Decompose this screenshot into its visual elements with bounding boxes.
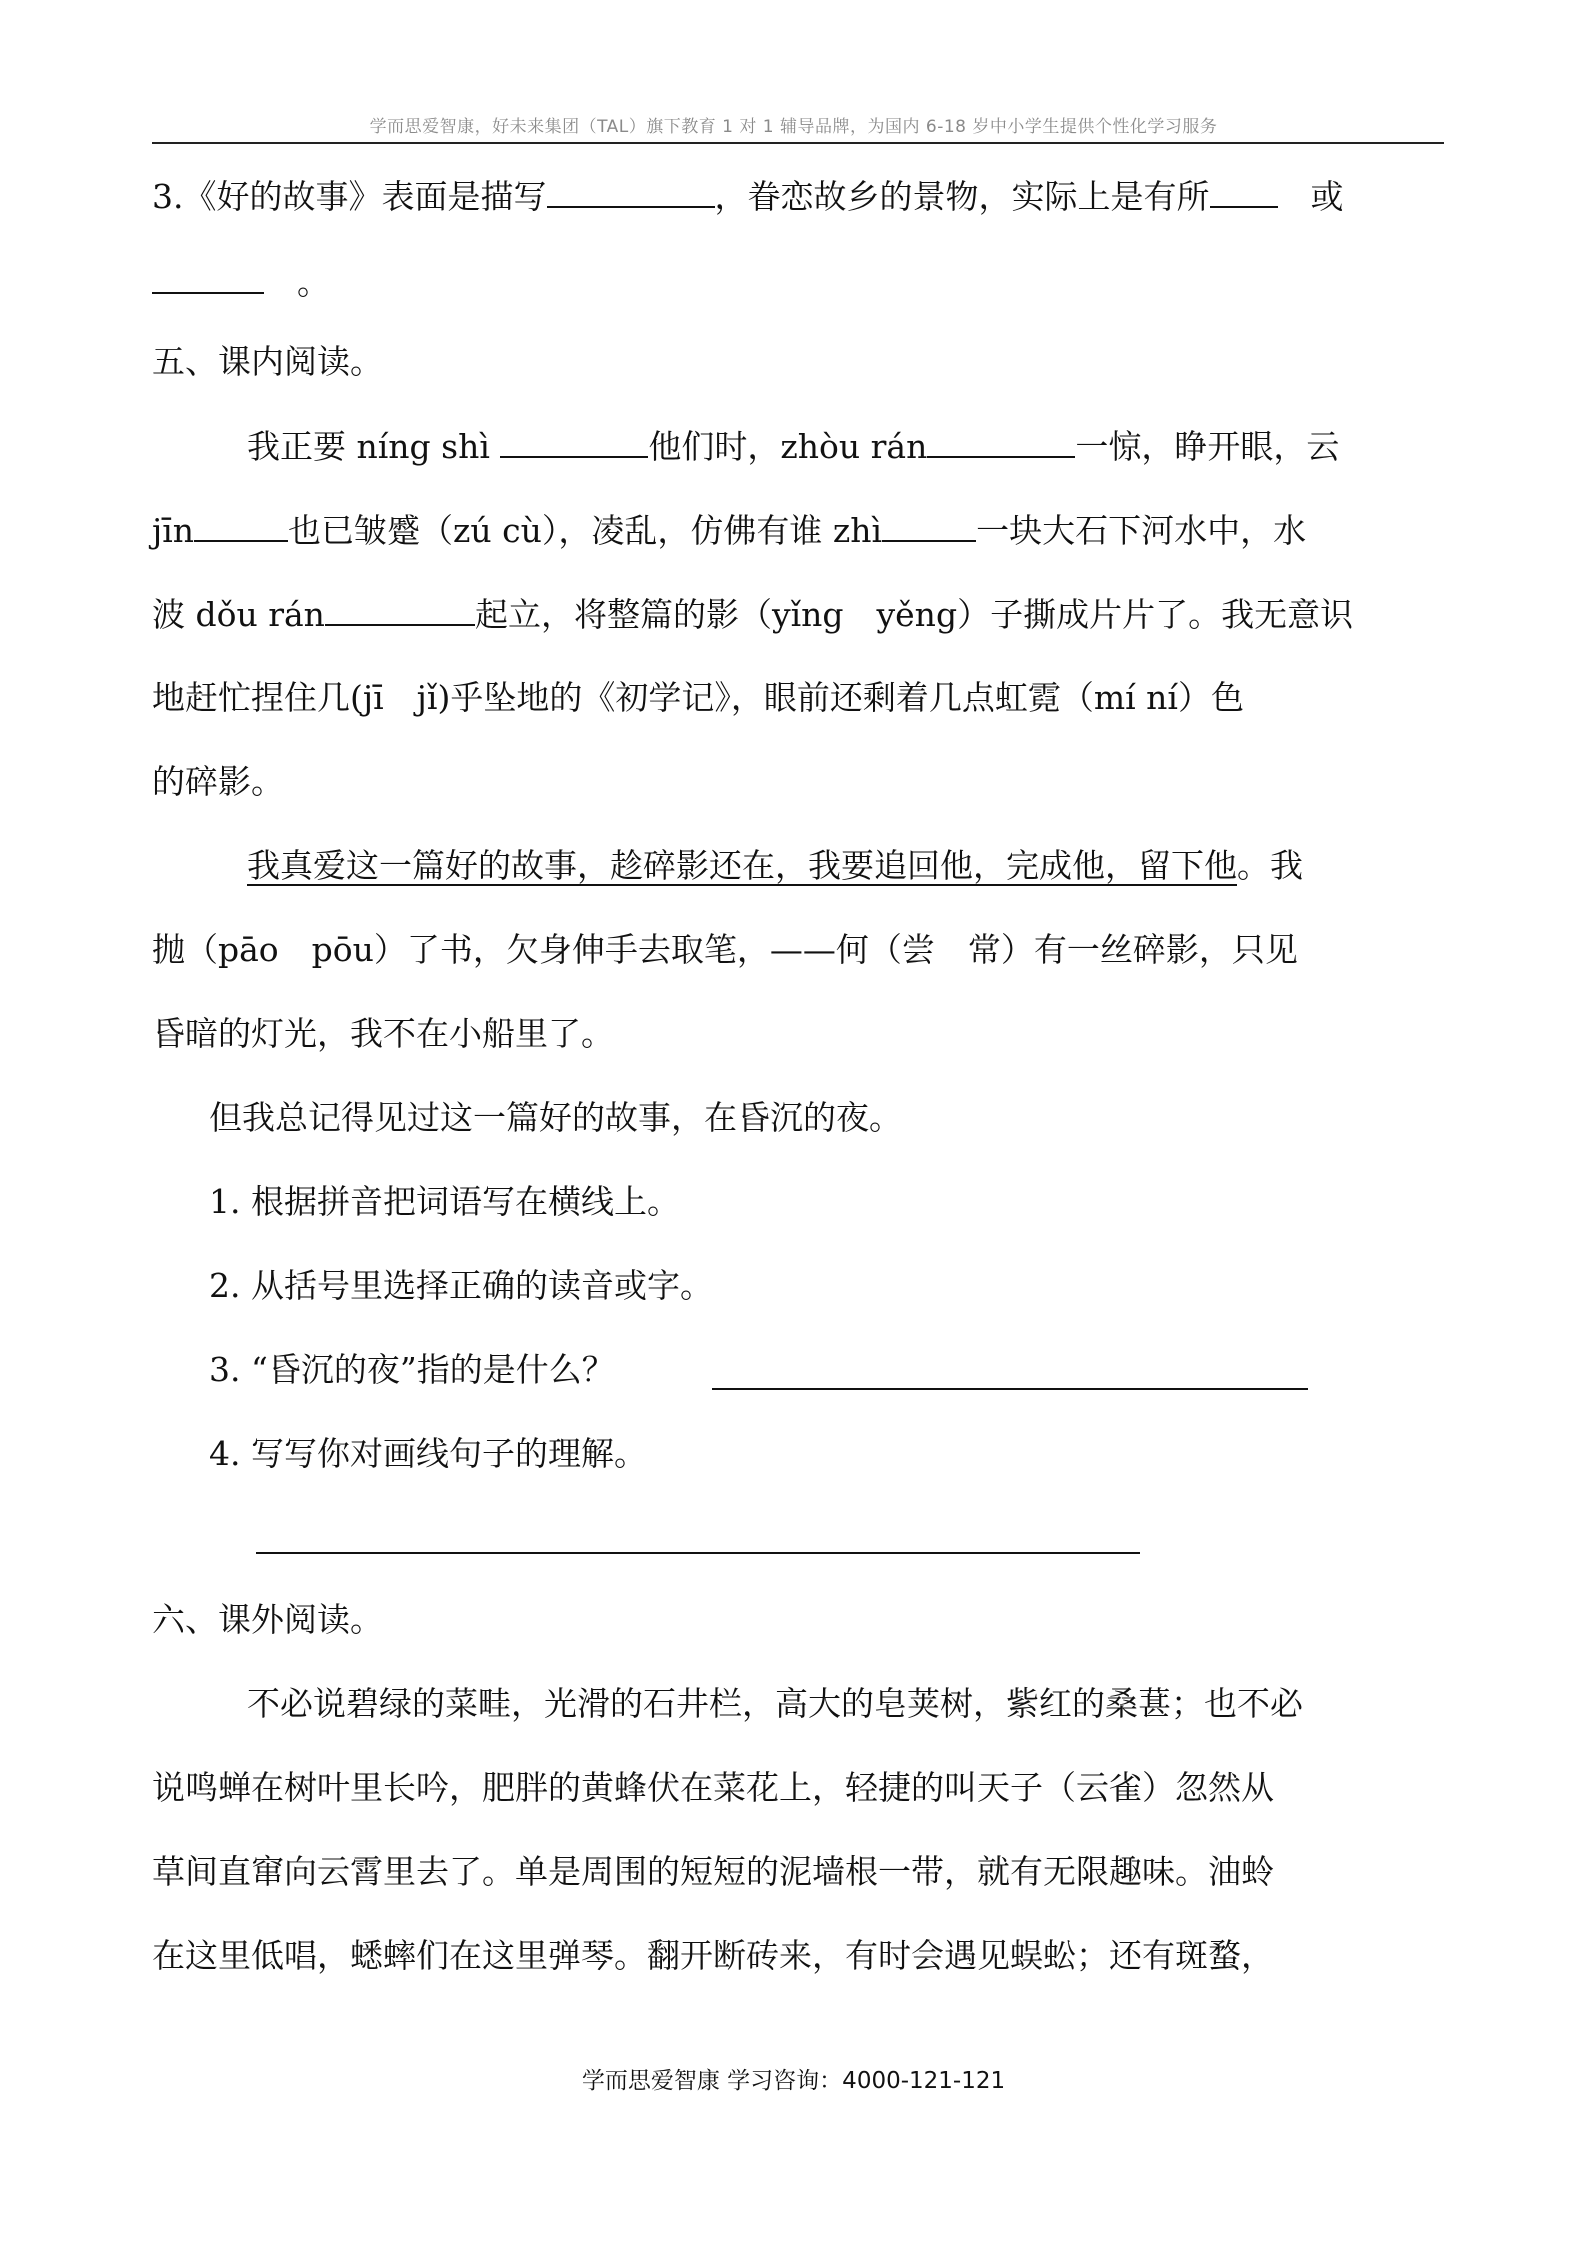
header-divider: [152, 142, 1444, 144]
passage-line-8: 昏暗的灯光，我不在小船里了。: [152, 1014, 614, 1053]
passage-line-5: 的碎影。: [152, 762, 284, 801]
question-4: 4. 写写你对画线句子的理解。: [209, 1434, 647, 1473]
page-header: 学而思爱智康，好未来集团（TAL）旗下教育 1 对 1 辅导品牌，为国内 6-18 岁中小学生提供个性化学习服务: [369, 117, 1218, 137]
passage-text: 我正要 níng shì: [247, 427, 501, 466]
answer-line-q4[interactable]: [256, 1552, 1140, 1554]
passage-text: 也已皱蹙（zú cù），凌乱，仿佛有谁 zhì: [288, 511, 883, 550]
passage-line-3: [152, 594, 1353, 635]
q3-blank-3[interactable]: [152, 262, 264, 294]
passage-text: jīn: [152, 511, 195, 550]
blank-ningshi[interactable]: [500, 426, 648, 458]
passage-text: 波 dǒu rán: [152, 595, 325, 634]
passage-line-1: [247, 426, 1339, 467]
question-2: 2. 从括号里选择正确的读音或字。: [209, 1266, 713, 1305]
q3-line: [152, 176, 1344, 217]
q3-text-a: 3.《好的故事》表面是描写: [152, 177, 547, 216]
reading-line-1: 不必说碧绿的菜畦，光滑的石井栏，高大的皂荚树，紫红的桑葚；也不必: [247, 1684, 1303, 1723]
passage-line-7: 抛（pāo pōu）了书，欠身伸手去取笔，——何（尝 常）有一丝碎影，只见: [152, 930, 1298, 969]
passage-line-2: [152, 510, 1306, 551]
page-footer: 学而思爱智康 学习咨询：4000-121-121: [581, 2068, 1006, 2094]
reading-line-4: 在这里低唱，蟋蟀们在这里弹琴。翻开断砖来，有时会遇见蜈蚣；还有斑蝥，: [152, 1936, 1274, 1975]
blank-zhi[interactable]: [882, 510, 976, 542]
section6-title: 六、课外阅读。: [152, 1600, 383, 1639]
reading-line-3: 草间直窜向云霄里去了。单是周围的短短的泥墙根一带，就有无限趣味。油蛉: [152, 1852, 1274, 1891]
passage-text: 起立，将整篇的影（yǐng yěng）子撕成片片了。我无意识: [474, 595, 1354, 634]
underlined-sentence: 我真爱这一篇好的故事，趁碎影还在，我要追回他，完成他，留下他: [247, 846, 1237, 885]
passage-text: 他们时，zhòu rán: [648, 427, 928, 466]
answer-line-q3[interactable]: [712, 1388, 1308, 1390]
q3-text-b: ，眷恋故乡的景物，实际上是有所: [714, 177, 1210, 216]
passage-text: 。我: [1237, 846, 1303, 885]
blank-douran[interactable]: [325, 594, 475, 626]
passage-line-9: 但我总记得见过这一篇好的故事，在昏沉的夜。: [209, 1098, 902, 1137]
passage-line-6: [247, 846, 1303, 886]
reading-line-2: 说鸣蝉在树叶里长吟，肥胖的黄蜂伏在菜花上，轻捷的叫天子（云雀）忽然从: [152, 1768, 1274, 1807]
section5-title: 五、课内阅读。: [152, 342, 383, 381]
blank-zhouran[interactable]: [927, 426, 1075, 458]
passage-text: 一惊，睁开眼，云: [1075, 427, 1340, 466]
q3-text-c: 或: [1310, 177, 1344, 216]
q3-text-end: 。: [297, 263, 330, 302]
passage-text: 一块大石下河水中，水: [976, 511, 1307, 550]
q3-blank-2[interactable]: [1210, 176, 1278, 208]
q3-blank-1[interactable]: [547, 176, 715, 208]
q3-line-2: [152, 262, 330, 303]
passage-line-4: 地赶忙捏住几(jī jǐ)乎坠地的《初学记》，眼前还剩着几点虹霓（mí ní）色: [152, 678, 1244, 717]
question-1: 1. 根据拼音把词语写在横线上。: [209, 1182, 680, 1221]
question-3: 3. “昏沉的夜”指的是什么？: [209, 1350, 615, 1389]
blank-jin[interactable]: [194, 510, 288, 542]
